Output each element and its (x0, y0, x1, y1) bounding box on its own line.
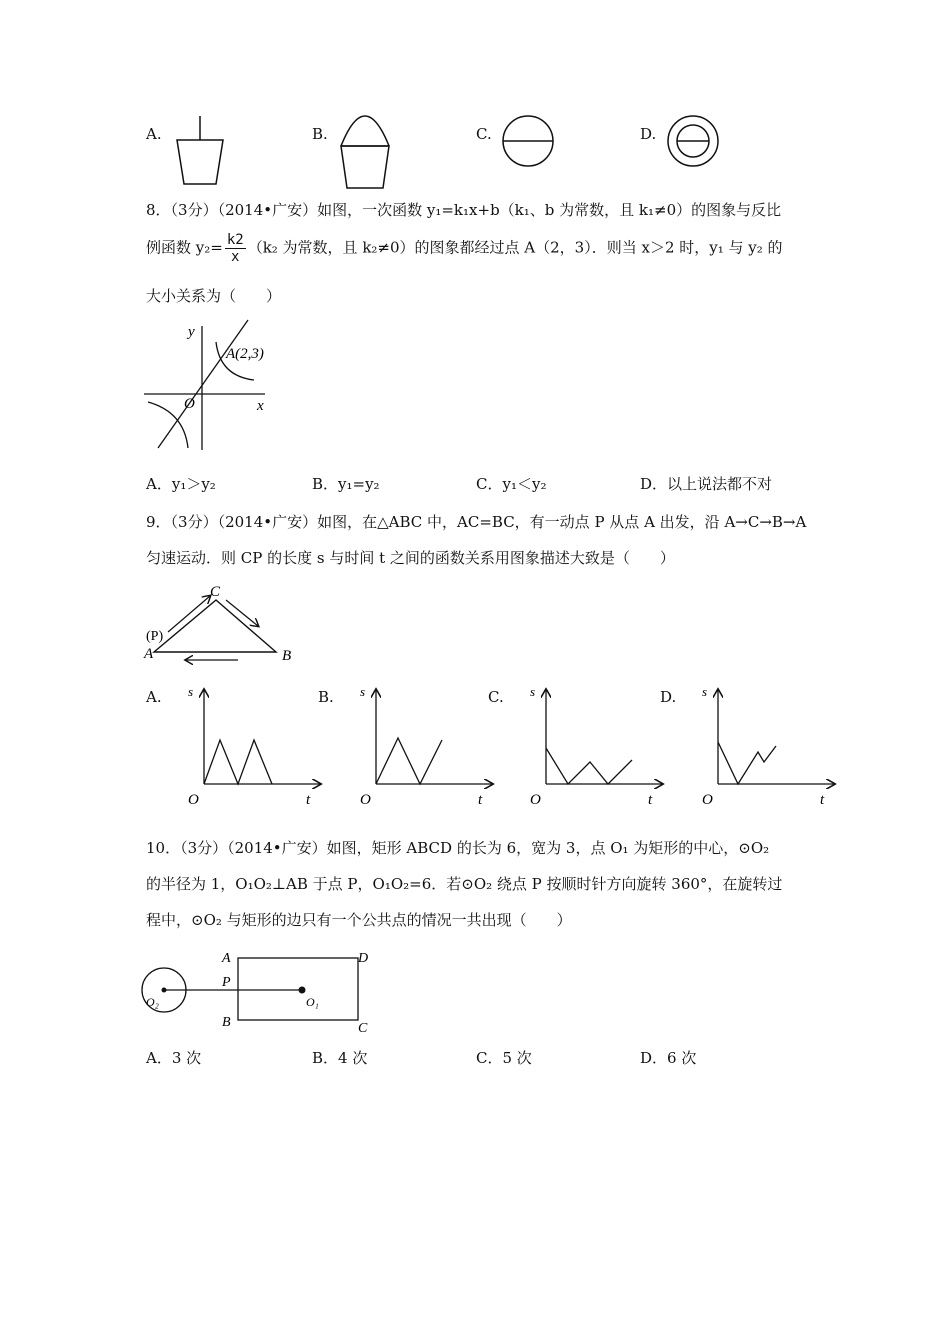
q10-option-a-label: A． (146, 1049, 172, 1067)
q8-fraction-numerator: k2 (226, 232, 244, 248)
q8-origin-label: O (184, 396, 195, 412)
q10-point-p: P (222, 975, 231, 990)
q10-option-a[interactable] (146, 1048, 201, 1068)
q10-option-a-text: 3 次 (171, 1049, 202, 1067)
q10-option-d[interactable] (640, 1048, 696, 1068)
q8-y-axis-label: y (188, 324, 195, 340)
q9-c-t-label: t (648, 792, 653, 808)
q7-option-b-label[interactable]: B. (312, 125, 328, 143)
q9-c-s-label: s (530, 684, 536, 699)
q8-line-2-pre: 例函数 y₂= (146, 238, 223, 257)
q10-option-d-label: D． (640, 1049, 668, 1067)
q8-option-c-text: y₁＜y₂ (502, 475, 547, 493)
q8-point-label: A(2,3) (226, 346, 264, 362)
q10-vertex-d: D (358, 951, 369, 966)
q9-b-s-label: s (360, 684, 366, 699)
q10-option-d-text: 6 次 (667, 1049, 697, 1067)
q9-d-s-label: s (702, 684, 708, 699)
q9-option-d-graph (684, 684, 844, 814)
q8-x-axis-label: x (257, 398, 264, 414)
q10-line-1: 10．（3分）（2014•广安）如图，矩形 ABCD 的长为 6，宽为 3，点 O₁ 为矩形的中心，⊙O₂ (146, 839, 770, 857)
q10-option-c[interactable] (476, 1048, 532, 1068)
q10-option-c-label: C． (476, 1049, 503, 1067)
q8-option-b-label: B． (312, 475, 339, 493)
q9-line-1: 9．（3分）（2014•广安）如图，在△ABC 中，AC=BC，有一动点 P 从点 A 出发，沿 A→C→B→A (146, 513, 807, 531)
q9-d-o-label: O (702, 792, 713, 808)
q8-graph (140, 318, 280, 458)
q8-line-3: 大小关系为（ ） (146, 287, 282, 305)
q10-center-o1: O₁ (306, 995, 319, 1009)
q7-option-d-figure (665, 112, 725, 172)
q8-option-c-label: C． (476, 475, 503, 493)
q10-option-b-label: B． (312, 1049, 339, 1067)
q9-d-t-label: t (820, 792, 825, 808)
q9-option-a-graph (170, 684, 330, 814)
q8-line-2 (146, 232, 783, 265)
q7-option-d-label[interactable]: D. (640, 125, 657, 143)
q9-vertex-a: A (144, 646, 154, 662)
q8-option-b[interactable] (312, 474, 380, 494)
q8-option-a-label: A． (146, 475, 172, 493)
q9-triangle-figure (140, 580, 310, 670)
q9-option-a-label[interactable]: A. (146, 688, 162, 706)
q9-option-b-label[interactable]: B. (318, 688, 334, 706)
q10-rectangle-figure (140, 944, 380, 1034)
q8-line-2-post: （k₂ 为常数，且 k₂≠0）的图象都经过点 A（2，3）．则当 x＞2 时，y₁ 与 y₂ 的 (247, 238, 783, 257)
q8-option-b-text: y₁=y₂ (338, 475, 380, 493)
q9-a-s-label: s (188, 684, 194, 699)
q8-option-c[interactable] (476, 474, 546, 494)
q10-vertex-c: C (358, 1021, 368, 1036)
q9-line-2: 匀速运动．则 CP 的长度 s 与时间 t 之间的函数关系用图象描述大致是（ ） (146, 549, 675, 567)
q7-option-b-figure (335, 112, 395, 192)
q9-option-d-label[interactable]: D. (660, 688, 677, 706)
q7-option-a-figure (170, 112, 230, 192)
q10-center-o2: O₂ (146, 995, 159, 1009)
q10-line-2: 的半径为 1，O₁O₂⊥AB 于点 P，O₁O₂=6．若⊙O₂ 绕点 P 按顺时针方向旋转 360°，在旋转过 (146, 875, 783, 893)
q10-line-3: 程中，⊙O₂ 与矩形的边只有一个公共点的情况一共出现（ ） (146, 911, 572, 929)
q8-fraction (225, 232, 246, 265)
q9-vertex-c: C (210, 584, 221, 600)
q9-a-t-label: t (306, 792, 311, 808)
q9-option-b-graph (342, 684, 502, 814)
q9-vertex-b: B (282, 648, 292, 664)
q8-option-a[interactable] (146, 474, 216, 494)
q8-fraction-denominator: x (231, 249, 240, 265)
q10-option-b[interactable] (312, 1048, 367, 1068)
q10-option-b-text: 4 次 (338, 1049, 368, 1067)
q8-line-1: 8．（3分）（2014•广安）如图，一次函数 y₁=k₁x+b（k₁、b 为常数，且 k₁≠0）的图象与反比 (146, 201, 782, 219)
q7-option-c-figure (500, 112, 560, 172)
q9-point-p: (P) (146, 629, 164, 644)
q10-vertex-a: A (222, 951, 231, 966)
q7-option-c-label[interactable]: C. (476, 125, 492, 143)
q8-option-d[interactable] (640, 474, 772, 494)
q9-option-c-graph (512, 684, 672, 814)
q9-b-o-label: O (360, 792, 371, 808)
q8-option-d-label: D． (640, 475, 668, 493)
q9-b-t-label: t (478, 792, 483, 808)
q8-option-d-text: 以上说法都不对 (667, 475, 773, 493)
q10-vertex-b: B (222, 1015, 231, 1030)
q10-option-c-text: 5 次 (502, 1049, 532, 1067)
q8-option-a-text: y₁＞y₂ (171, 475, 216, 493)
q7-option-a-label[interactable]: A. (146, 125, 162, 143)
q9-a-o-label: O (188, 792, 199, 808)
q9-c-o-label: O (530, 792, 541, 808)
q9-option-c-label[interactable]: C. (488, 688, 504, 706)
